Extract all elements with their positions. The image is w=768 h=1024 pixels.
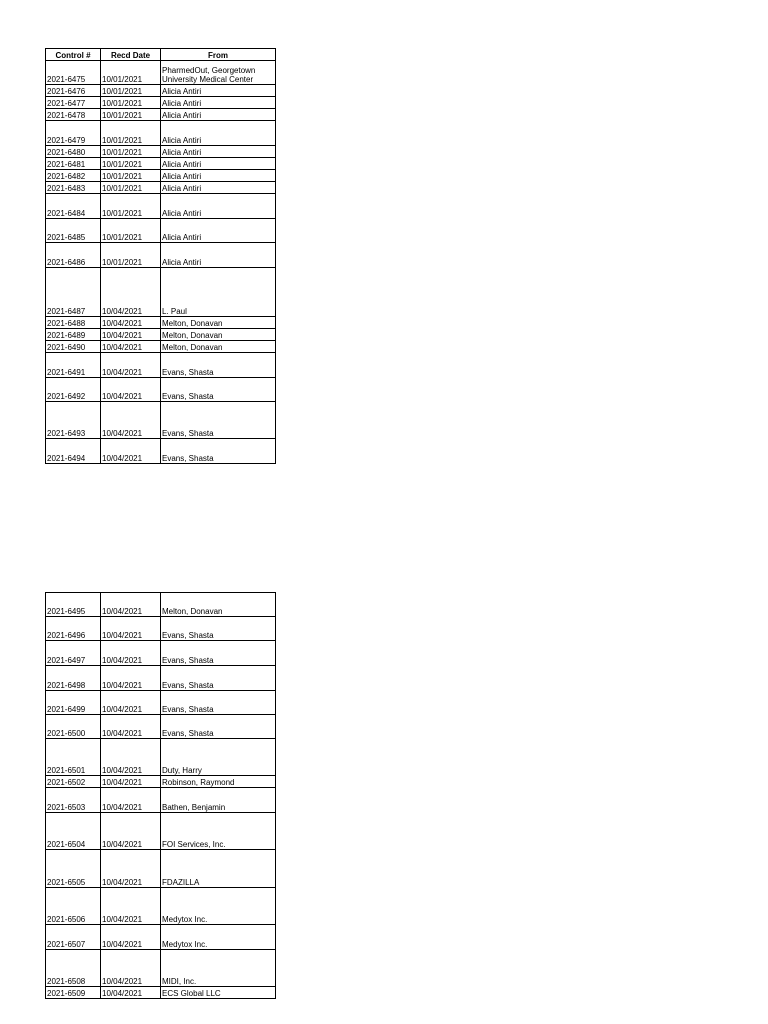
from-cell: Evans, Shasta (161, 353, 276, 378)
from-cell: PharmedOut, Georgetown University Medical Center (161, 61, 276, 85)
received-date-cell: 10/01/2021 (101, 194, 161, 219)
from-cell: L. Paul (161, 268, 276, 317)
from-cell: Bathen, Benjamin (161, 788, 276, 813)
received-date-cell: 10/01/2021 (101, 170, 161, 182)
received-date-cell: 10/04/2021 (101, 402, 161, 439)
from-cell: Evans, Shasta (161, 617, 276, 641)
control-number-cell: 2021-6487 (46, 268, 101, 317)
received-date-cell: 10/01/2021 (101, 182, 161, 194)
received-date-cell: 10/01/2021 (101, 97, 161, 109)
received-date-cell: 10/04/2021 (101, 641, 161, 666)
received-date-cell: 10/04/2021 (101, 813, 161, 850)
control-number-cell: 2021-6486 (46, 243, 101, 268)
table-row (46, 888, 276, 925)
from-cell: Melton, Donavan (161, 329, 276, 341)
from-cell: Alicia Antiri (161, 219, 276, 243)
table-2-body (46, 593, 276, 999)
from-cell: Alicia Antiri (161, 194, 276, 219)
received-date-cell: 10/01/2021 (101, 146, 161, 158)
table-row (46, 593, 276, 617)
received-date-cell: 10/01/2021 (101, 85, 161, 97)
from-cell: Alicia Antiri (161, 182, 276, 194)
control-number-cell: 2021-6484 (46, 194, 101, 219)
from-cell: Alicia Antiri (161, 146, 276, 158)
table-row (46, 925, 276, 950)
control-number-cell: 2021-6497 (46, 641, 101, 666)
table-1-body (46, 61, 276, 464)
control-number-cell: 2021-6504 (46, 813, 101, 850)
from-cell: Evans, Shasta (161, 378, 276, 402)
received-date-cell: 10/04/2021 (101, 950, 161, 987)
from-cell: Robinson, Raymond (161, 776, 276, 788)
table-row (46, 329, 276, 341)
table-row (46, 219, 276, 243)
from-cell: Duty, Harry (161, 739, 276, 776)
received-date-cell: 10/01/2021 (101, 219, 161, 243)
table-row (46, 776, 276, 788)
received-date-cell: 10/01/2021 (101, 109, 161, 121)
control-number-header: Control # (46, 49, 101, 61)
received-date-cell: 10/04/2021 (101, 378, 161, 402)
table-row (46, 715, 276, 739)
from-cell: Evans, Shasta (161, 439, 276, 464)
received-date-cell: 10/04/2021 (101, 268, 161, 317)
table-row (46, 243, 276, 268)
control-number-cell: 2021-6494 (46, 439, 101, 464)
control-number-cell: 2021-6509 (46, 987, 101, 999)
received-date-cell: 10/04/2021 (101, 925, 161, 950)
received-date-cell: 10/04/2021 (101, 776, 161, 788)
control-number-cell: 2021-6485 (46, 219, 101, 243)
table-row (46, 317, 276, 329)
from-cell: MIDI, Inc. (161, 950, 276, 987)
control-number-cell: 2021-6493 (46, 402, 101, 439)
table-row (46, 61, 276, 85)
table-row (46, 813, 276, 850)
from-cell: Evans, Shasta (161, 666, 276, 691)
control-number-cell: 2021-6483 (46, 182, 101, 194)
control-number-cell: 2021-6501 (46, 739, 101, 776)
received-date-cell: 10/01/2021 (101, 158, 161, 170)
table-row (46, 950, 276, 987)
table-row (46, 341, 276, 353)
control-number-cell: 2021-6496 (46, 617, 101, 641)
received-date-cell: 10/04/2021 (101, 353, 161, 378)
from-cell: FOI Services, Inc. (161, 813, 276, 850)
from-cell: Alicia Antiri (161, 243, 276, 268)
received-date-cell: 10/04/2021 (101, 715, 161, 739)
received-date-cell: 10/04/2021 (101, 987, 161, 999)
control-number-cell: 2021-6502 (46, 776, 101, 788)
from-cell: Evans, Shasta (161, 715, 276, 739)
received-date-cell: 10/04/2021 (101, 888, 161, 925)
from-cell: Evans, Shasta (161, 641, 276, 666)
received-date-cell: 10/01/2021 (101, 243, 161, 268)
control-number-cell: 2021-6476 (46, 85, 101, 97)
table-row (46, 109, 276, 121)
control-number-cell: 2021-6488 (46, 317, 101, 329)
table-row (46, 691, 276, 715)
table-row (46, 170, 276, 182)
table-row (46, 353, 276, 378)
received-date-cell: 10/01/2021 (101, 121, 161, 146)
table-row (46, 378, 276, 402)
table-row (46, 850, 276, 888)
received-date-cell: 10/04/2021 (101, 691, 161, 715)
from-cell: Medytox Inc. (161, 925, 276, 950)
from-cell: FDAZILLA (161, 850, 276, 888)
control-number-cell: 2021-6479 (46, 121, 101, 146)
control-number-cell: 2021-6508 (46, 950, 101, 987)
table-row (46, 268, 276, 317)
received-date-cell: 10/04/2021 (101, 617, 161, 641)
received-date-header: Recd Date (101, 49, 161, 61)
from-cell: Melton, Donavan (161, 317, 276, 329)
table-row (46, 146, 276, 158)
received-date-cell: 10/04/2021 (101, 593, 161, 617)
table-row (46, 987, 276, 999)
received-date-cell: 10/04/2021 (101, 850, 161, 888)
from-cell: ECS Global LLC (161, 987, 276, 999)
table-row (46, 194, 276, 219)
from-cell: Alicia Antiri (161, 85, 276, 97)
control-number-cell: 2021-6495 (46, 593, 101, 617)
table-row (46, 788, 276, 813)
control-number-cell: 2021-6482 (46, 170, 101, 182)
table-row (46, 439, 276, 464)
control-number-cell: 2021-6491 (46, 353, 101, 378)
control-number-cell: 2021-6503 (46, 788, 101, 813)
foia-log-table-1 (45, 48, 276, 464)
table-row (46, 158, 276, 170)
control-number-cell: 2021-6498 (46, 666, 101, 691)
table-row (46, 121, 276, 146)
from-cell: Alicia Antiri (161, 97, 276, 109)
from-cell: Melton, Donavan (161, 341, 276, 353)
received-date-cell: 10/04/2021 (101, 317, 161, 329)
control-number-cell: 2021-6489 (46, 329, 101, 341)
from-cell: Medytox Inc. (161, 888, 276, 925)
table-row (46, 97, 276, 109)
from-cell: Alicia Antiri (161, 158, 276, 170)
header-row (46, 49, 276, 61)
from-cell: Alicia Antiri (161, 121, 276, 146)
control-number-cell: 2021-6492 (46, 378, 101, 402)
control-number-cell: 2021-6500 (46, 715, 101, 739)
received-date-cell: 10/04/2021 (101, 666, 161, 691)
control-number-cell: 2021-6490 (46, 341, 101, 353)
table-row (46, 85, 276, 97)
table-row (46, 641, 276, 666)
foia-log-table-2 (45, 592, 276, 999)
control-number-cell: 2021-6481 (46, 158, 101, 170)
control-number-cell: 2021-6475 (46, 61, 101, 85)
table-row (46, 666, 276, 691)
from-cell: Melton, Donavan (161, 593, 276, 617)
control-number-cell: 2021-6478 (46, 109, 101, 121)
from-cell: Alicia Antiri (161, 109, 276, 121)
control-number-cell: 2021-6507 (46, 925, 101, 950)
received-date-cell: 10/04/2021 (101, 739, 161, 776)
received-date-cell: 10/04/2021 (101, 329, 161, 341)
from-cell: Evans, Shasta (161, 691, 276, 715)
from-cell: Evans, Shasta (161, 402, 276, 439)
received-date-cell: 10/04/2021 (101, 788, 161, 813)
from-cell: Alicia Antiri (161, 170, 276, 182)
control-number-cell: 2021-6499 (46, 691, 101, 715)
table-row (46, 182, 276, 194)
table-row (46, 739, 276, 776)
control-number-cell: 2021-6505 (46, 850, 101, 888)
control-number-cell: 2021-6477 (46, 97, 101, 109)
received-date-cell: 10/04/2021 (101, 341, 161, 353)
table-row (46, 402, 276, 439)
received-date-cell: 10/01/2021 (101, 61, 161, 85)
received-date-cell: 10/04/2021 (101, 439, 161, 464)
control-number-cell: 2021-6506 (46, 888, 101, 925)
table-row (46, 617, 276, 641)
control-number-cell: 2021-6480 (46, 146, 101, 158)
from-header: From (161, 49, 276, 61)
